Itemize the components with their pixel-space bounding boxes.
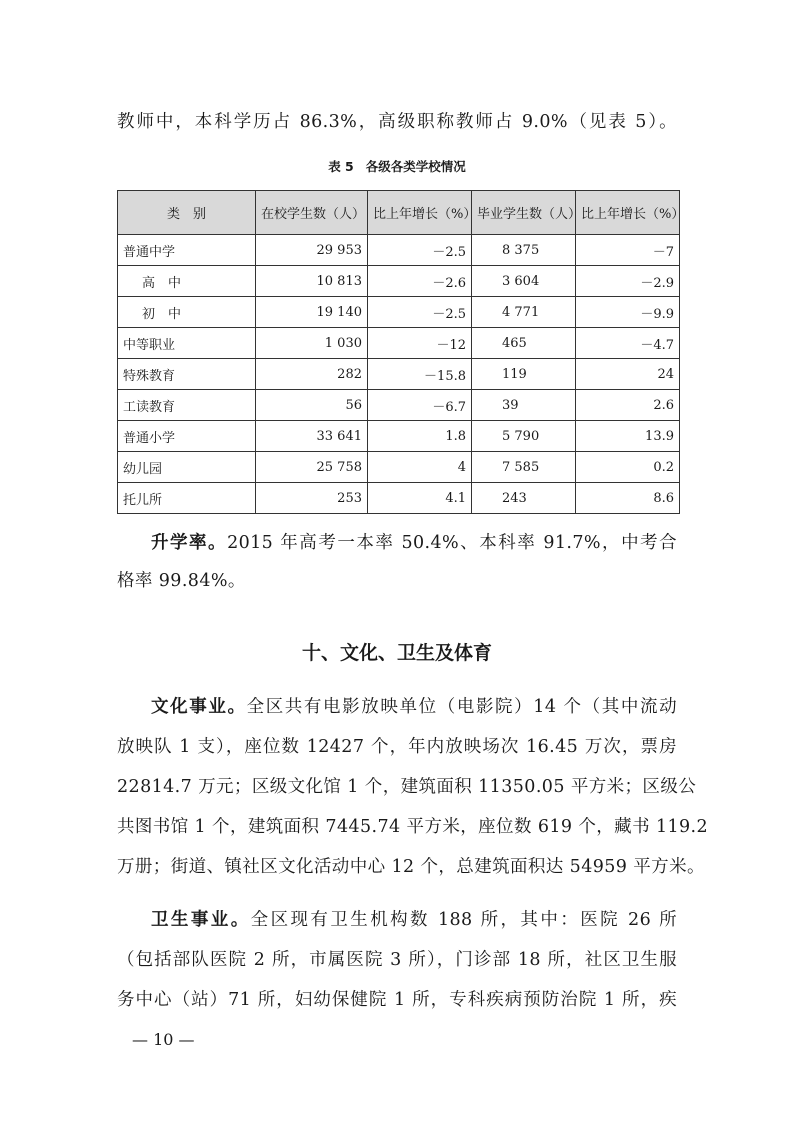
cell-students-growth: －2.5 <box>368 235 472 266</box>
cell-students-growth: －6.7 <box>368 390 472 421</box>
schools-table <box>117 190 685 514</box>
health-line-1 <box>151 910 677 930</box>
table-row <box>118 359 680 390</box>
table-row <box>118 297 680 328</box>
cell-students: 56 <box>256 390 368 421</box>
culture-line-1 <box>151 697 677 717</box>
cell-graduates-growth: －9.9 <box>576 297 680 328</box>
table-row <box>118 235 680 266</box>
cell-students-growth: 4 <box>368 452 472 483</box>
table-caption <box>117 157 677 175</box>
table-row <box>118 390 680 421</box>
cell-graduates-growth: 13.9 <box>576 421 680 452</box>
cell-students: 29 953 <box>256 235 368 266</box>
cell-students: 1 030 <box>256 328 368 359</box>
cell-graduates: 119 <box>472 359 576 390</box>
cell-graduates: 7 585 <box>472 452 576 483</box>
cell-graduates: 4 771 <box>472 297 576 328</box>
cell-students: 19 140 <box>256 297 368 328</box>
cell-graduates: 8 375 <box>472 235 576 266</box>
health-line-2: （包括部队医院 2 所，市属医院 3 所），门诊部 18 所，社区卫生服 <box>117 950 677 970</box>
health-text-1: 全区现有卫生机构数 188 所，其中：医院 26 所 <box>250 910 677 930</box>
cell-students-growth: 4.1 <box>368 483 472 514</box>
enrollment-lead: 升学率。 <box>151 533 228 553</box>
header-graduates: 毕业学生数（人） <box>472 191 576 235</box>
culture-line-3: 22814.7 万元；区级文化馆 1 个，建筑面积 11350.05 平方米；区级公 <box>117 777 697 797</box>
culture-line-5: 万册；街道、镇社区文化活动中心 12 个，总建筑面积达 54959 平方米。 <box>117 857 705 877</box>
culture-lead: 文化事业。 <box>151 697 247 717</box>
cell-graduates-growth: 8.6 <box>576 483 680 514</box>
table-row <box>118 328 680 359</box>
cell-students-growth: －2.6 <box>368 266 472 297</box>
cell-graduates-growth: 0.2 <box>576 452 680 483</box>
cell-graduates: 3 604 <box>472 266 576 297</box>
cell-category: 普通中学 <box>118 235 256 266</box>
header-students: 在校学生数（人） <box>256 191 368 235</box>
header-category: 类 别 <box>118 191 256 235</box>
cell-graduates: 5 790 <box>472 421 576 452</box>
header-graduates-growth: 比上年增长（%） <box>576 191 680 235</box>
cell-students: 282 <box>256 359 368 390</box>
cell-category: 初 中 <box>118 297 256 328</box>
cell-graduates: 39 <box>472 390 576 421</box>
cell-students-growth: －15.8 <box>368 359 472 390</box>
cell-graduates-growth: －4.7 <box>576 328 680 359</box>
health-lead: 卫生事业。 <box>151 910 251 930</box>
cell-students: 33 641 <box>256 421 368 452</box>
cell-graduates: 243 <box>472 483 576 514</box>
table-header-row <box>118 191 680 235</box>
culture-line-4: 共图书馆 1 个，建筑面积 7445.74 平方米，座位数 619 个，藏书 119.2 <box>117 817 709 837</box>
cell-graduates-growth: 24 <box>576 359 680 390</box>
section-heading: 十、文化、卫生及体育 <box>301 642 492 664</box>
health-line-3: 务中心（站）71 所，妇幼保健院 1 所，专科疾病预防治院 1 所，疾 <box>117 990 677 1010</box>
table-row <box>118 452 680 483</box>
cell-category: 托儿所 <box>118 483 256 514</box>
enrollment-line-1 <box>151 533 677 553</box>
table-caption-number: 表 5 <box>328 159 354 174</box>
cell-students-growth: －12 <box>368 328 472 359</box>
culture-text-1: 全区共有电影放映单位（电影院）14 个（其中流动 <box>246 697 678 717</box>
intro-line: 教师中，本科学历占 86.3%，高级职称教师占 9.0%（见表 5）。 <box>117 112 677 132</box>
enrollment-line-2: 格率 99.84%。 <box>117 571 246 591</box>
cell-category: 幼儿园 <box>118 452 256 483</box>
table-caption-title: 各级各类学校情况 <box>365 159 466 174</box>
table-row <box>118 266 680 297</box>
cell-graduates-growth: －7 <box>576 235 680 266</box>
header-students-growth: 比上年增长（%） <box>368 191 472 235</box>
cell-graduates: 465 <box>472 328 576 359</box>
page-number: — 10 — <box>132 1030 195 1049</box>
cell-students-growth: 1.8 <box>368 421 472 452</box>
cell-students: 25 758 <box>256 452 368 483</box>
culture-line-2: 放映队 1 支），座位数 12427 个，年内放映场次 16.45 万次，票房 <box>117 737 677 757</box>
table-row <box>118 421 680 452</box>
cell-graduates-growth: －2.9 <box>576 266 680 297</box>
cell-category: 中等职业 <box>118 328 256 359</box>
cell-students: 253 <box>256 483 368 514</box>
cell-students-growth: －2.5 <box>368 297 472 328</box>
enrollment-text-1: 2015 年高考一本率 50.4%、本科率 91.7%，中考合 <box>227 533 677 553</box>
cell-category: 高 中 <box>118 266 256 297</box>
cell-students: 10 813 <box>256 266 368 297</box>
cell-category: 工读教育 <box>118 390 256 421</box>
cell-category: 特殊教育 <box>118 359 256 390</box>
table-row <box>118 483 680 514</box>
cell-category: 普通小学 <box>118 421 256 452</box>
cell-graduates-growth: 2.6 <box>576 390 680 421</box>
